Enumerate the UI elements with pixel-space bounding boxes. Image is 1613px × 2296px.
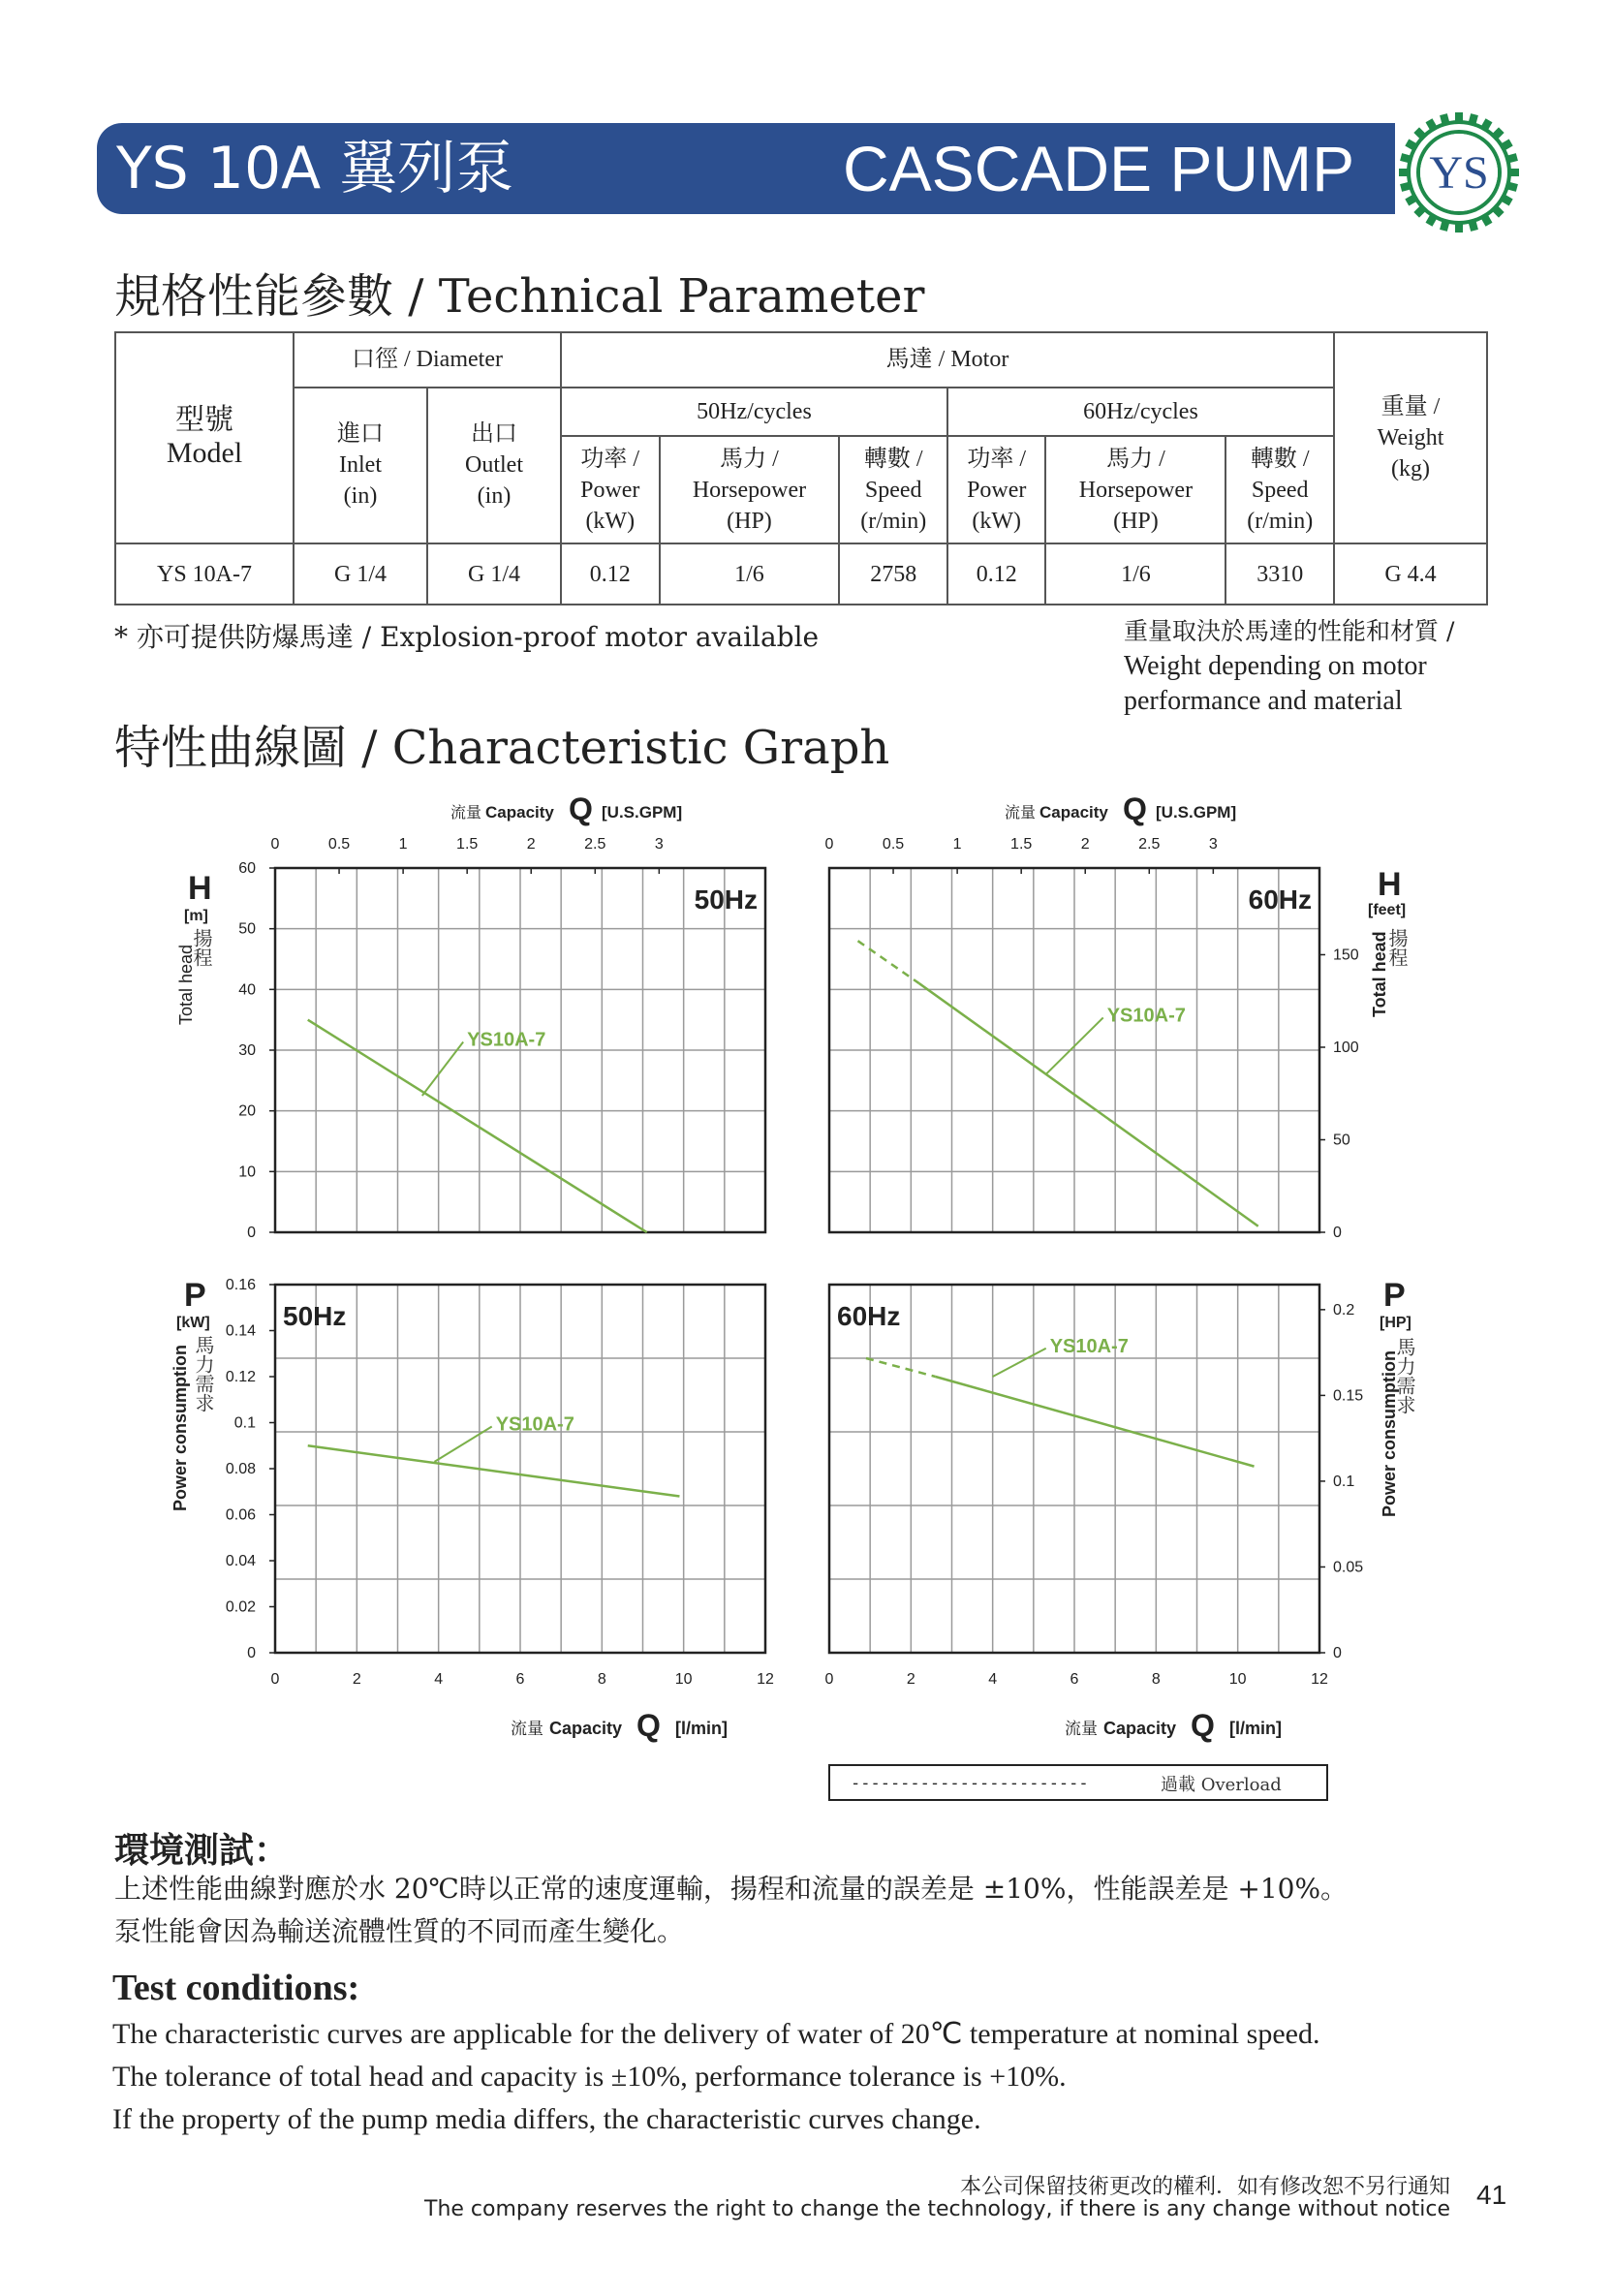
- lmin-unit: [l/min]: [675, 1719, 728, 1738]
- y-tick-label-right: 0.2: [1333, 1301, 1355, 1319]
- y-tick-label-right: 150: [1333, 946, 1359, 964]
- graph-title: 特性曲線圖 / Characteristic Graph: [114, 721, 890, 775]
- x-tick-label: 4: [434, 1671, 444, 1688]
- outlet-header: 出口 Outlet (in): [427, 388, 561, 544]
- weight-note: 重量取決於馬達的性能和材質 / Weight depending on motor performance and material: [1124, 617, 1455, 716]
- y-tick-label: 0.02: [225, 1598, 256, 1616]
- x-tick-label: 12: [757, 1671, 774, 1688]
- cell-speed-60: 3310: [1225, 543, 1334, 605]
- x-tick-label: 8: [1151, 1671, 1161, 1688]
- env-line-2: 泵性能會因為輸送流體性質的不同而產生變化。: [114, 1915, 685, 1947]
- hz-label: 50Hz: [283, 1301, 347, 1331]
- top-tick-label: 1: [952, 836, 962, 853]
- y-tick-label: 0.06: [225, 1506, 256, 1524]
- tech-title: 規格性能參數 / Technical Parameter: [114, 269, 925, 324]
- curve-ys10a-7: [919, 983, 1258, 1226]
- cell-speed-50: 2758: [839, 543, 947, 605]
- model-header: 型號 Model: [115, 332, 294, 543]
- cell-power-50: 0.12: [561, 543, 660, 605]
- env-line-1: 上述性能曲線對應於水 20℃時以正常的速度運輸，揚程和流量的誤差是 ±10%，性能誤差是 +10%。: [114, 1873, 1349, 1905]
- test-line-2: The tolerance of total head and capacity is ±10%, performance tolerance is +10%.: [112, 2061, 1067, 2093]
- y-tick-label: 0.04: [225, 1553, 256, 1569]
- y-tick-label-right: 0.05: [1333, 1559, 1364, 1576]
- capacity-cn-bottom: 流量: [511, 1720, 543, 1739]
- x-tick-label: 4: [988, 1671, 998, 1688]
- top-tick-label: 3: [1208, 836, 1218, 853]
- curve-ys10a-7: [936, 1377, 1255, 1467]
- page-number: 41: [1476, 2180, 1507, 2210]
- footer-cn: 本公司保留技術更改的權利．如有修改恕不另行通知: [959, 2175, 1450, 2199]
- power-header-50: 功率 / Power (kW): [561, 436, 660, 543]
- y-tick-label-right: 50: [1333, 1132, 1350, 1149]
- curve-label: YS10A-7: [495, 1413, 574, 1436]
- curve-label: YS10A-7: [1106, 1005, 1186, 1027]
- x-tick-label: 6: [1070, 1671, 1079, 1688]
- y-tick-label: 0.14: [225, 1322, 256, 1340]
- h-cn-right: 揚程: [1385, 928, 1409, 967]
- y-tick-label-right: 0.1: [1333, 1473, 1355, 1490]
- y-tick-label: 10: [238, 1164, 256, 1181]
- y-tick-label: 50: [238, 920, 256, 938]
- gpm-unit: [U.S.GPM]: [1156, 803, 1237, 822]
- power-consumption-left: Power consumption: [171, 1344, 190, 1511]
- p-unit-left: [kW]: [176, 1315, 210, 1331]
- y-tick-label-right: 100: [1333, 1039, 1359, 1056]
- hz-label: 50Hz: [694, 884, 758, 915]
- y-tick-label: 60: [238, 860, 256, 877]
- q-symbol-top: Q: [1123, 791, 1147, 826]
- capacity-en-bottom: Capacity: [1103, 1719, 1177, 1738]
- y-tick-label-right: 0.15: [1333, 1387, 1364, 1405]
- cell-model: YS 10A-7: [115, 543, 294, 605]
- x-tick-label: 10: [1228, 1671, 1247, 1688]
- p-unit-right: [HP]: [1380, 1315, 1411, 1331]
- top-tick-label: 3: [654, 836, 664, 853]
- top-tick-label: 0.5: [327, 836, 351, 853]
- y-tick-label: 0.12: [225, 1369, 256, 1385]
- top-tick-label: 2: [526, 836, 536, 853]
- top-tick-label: 1.5: [456, 836, 479, 853]
- inlet-header: 進口 Inlet (in): [294, 388, 427, 544]
- y-tick-label-right: 0: [1333, 1225, 1342, 1241]
- hp-header-50: 馬力 / Horsepower (HP): [660, 436, 840, 543]
- x-tick-label: 0: [824, 1671, 834, 1688]
- power-consumption-right: Power consumption: [1380, 1350, 1399, 1517]
- hz50-header: 50Hz/cycles: [561, 388, 947, 437]
- p-symbol-left: P: [184, 1277, 206, 1314]
- footer-en: The company reserves the right to change the technology, if there is any change without notice: [424, 2197, 1450, 2221]
- curve-ys10a-7: [308, 1445, 680, 1496]
- total-head-right: Total head: [1370, 931, 1389, 1017]
- y-tick-label: 0.1: [233, 1414, 256, 1432]
- y-tick-label-right: 0: [1333, 1645, 1342, 1661]
- cell-hp-60: 1/6: [1045, 543, 1225, 605]
- curve-label: YS10A-7: [1049, 1335, 1129, 1357]
- y-tick-label: 0.08: [225, 1461, 256, 1477]
- y-tick-label: 30: [238, 1042, 256, 1059]
- top-tick-label: 2: [1080, 836, 1090, 853]
- total-head-left: Total head: [176, 944, 196, 1025]
- hz-label: 60Hz: [1248, 884, 1312, 915]
- y-tick-label: 0: [247, 1645, 256, 1661]
- p-symbol-right: P: [1383, 1277, 1406, 1314]
- q-symbol-bottom: Q: [1191, 1708, 1215, 1743]
- x-tick-label: 2: [352, 1671, 361, 1688]
- curve-label: YS10A-7: [467, 1029, 546, 1051]
- logo-letters: YS: [1429, 147, 1489, 199]
- h-symbol-right: H: [1378, 866, 1402, 903]
- test-line-3: If the property of the pump media differs, the characteristic curves change.: [112, 2103, 981, 2135]
- capacity-en-bottom: Capacity: [549, 1719, 623, 1738]
- hz60-header: 60Hz/cycles: [947, 388, 1334, 437]
- curve-ys10a-7: [308, 1020, 647, 1232]
- q-symbol-bottom: Q: [636, 1708, 661, 1743]
- gpm-unit: [U.S.GPM]: [602, 803, 683, 822]
- h-unit-right: [feet]: [1368, 902, 1407, 918]
- test-line-1: The characteristic curves are applicable for the delivery of water of 20℃ temperature at nominal speed.: [112, 2018, 1320, 2050]
- diameter-header: 口徑 / Diameter: [294, 332, 561, 388]
- p-cn-left: 馬力需求: [192, 1335, 215, 1412]
- top-tick-label: 1: [398, 836, 408, 853]
- title-right: CASCADE PUMP: [843, 133, 1355, 204]
- y-tick-label: 0: [247, 1225, 256, 1241]
- x-tick-label: 8: [597, 1671, 606, 1688]
- weight-header: 重量 / Weight (kg): [1334, 332, 1487, 543]
- capacity-cn-top: 流量: [1004, 803, 1036, 822]
- cell-weight: G 4.4: [1334, 543, 1487, 605]
- capacity-en-top: Capacity: [1039, 803, 1108, 822]
- y-tick-label: 20: [238, 1102, 256, 1120]
- capacity-cn-bottom: 流量: [1065, 1720, 1098, 1739]
- capacity-en-top: Capacity: [485, 803, 554, 822]
- cell-power-60: 0.12: [947, 543, 1046, 605]
- x-tick-label: 10: [674, 1671, 693, 1688]
- overload-dash-sample: ------------------------: [851, 1774, 1089, 1793]
- capacity-cn-top: 流量: [450, 803, 481, 822]
- hz-label: 60Hz: [837, 1301, 901, 1331]
- lmin-unit: [l/min]: [1229, 1719, 1282, 1738]
- overload-curve: [866, 1358, 936, 1377]
- top-tick-label: 1.5: [1010, 836, 1033, 853]
- y-tick-label: 40: [238, 981, 256, 999]
- overload-curve: [858, 941, 919, 983]
- speed-header-60: 轉數 / Speed (r/min): [1225, 436, 1334, 543]
- cell-inlet: G 1/4: [294, 543, 427, 605]
- overload-legend-label: 過載 Overload: [1161, 1775, 1282, 1795]
- top-tick-label: 0: [270, 836, 280, 853]
- x-tick-label: 0: [270, 1671, 280, 1688]
- test-conditions-title: Test conditions:: [112, 1968, 360, 2008]
- x-tick-label: 6: [515, 1671, 525, 1688]
- x-tick-label: 12: [1311, 1671, 1328, 1688]
- h-symbol-left: H: [188, 870, 212, 907]
- q-symbol-top: Q: [569, 791, 593, 826]
- p-cn-right: 馬力需求: [1393, 1337, 1416, 1414]
- h-unit-left: [m]: [184, 908, 208, 924]
- curve-leader: [993, 1349, 1046, 1377]
- hp-header-60: 馬力 / Horsepower (HP): [1045, 436, 1225, 543]
- title-left: YS 10A 翼列泵: [116, 135, 514, 202]
- top-tick-label: 0: [824, 836, 834, 853]
- power-header-60: 功率 / Power (kW): [947, 436, 1046, 543]
- top-tick-label: 0.5: [882, 836, 905, 853]
- cell-hp-50: 1/6: [660, 543, 840, 605]
- y-tick-label: 0.16: [225, 1277, 256, 1293]
- top-tick-label: 2.5: [584, 836, 606, 853]
- explosion-note: * 亦可提供防爆馬達 / Explosion-proof motor available: [114, 621, 820, 653]
- cell-outlet: G 1/4: [427, 543, 561, 605]
- x-tick-label: 2: [906, 1671, 915, 1688]
- speed-header-50: 轉數 / Speed (r/min): [839, 436, 947, 543]
- env-title: 環境測試：: [114, 1830, 290, 1871]
- h-cn-left: 揚程: [190, 928, 213, 967]
- motor-header: 馬達 / Motor: [561, 332, 1334, 388]
- top-tick-label: 2.5: [1138, 836, 1161, 853]
